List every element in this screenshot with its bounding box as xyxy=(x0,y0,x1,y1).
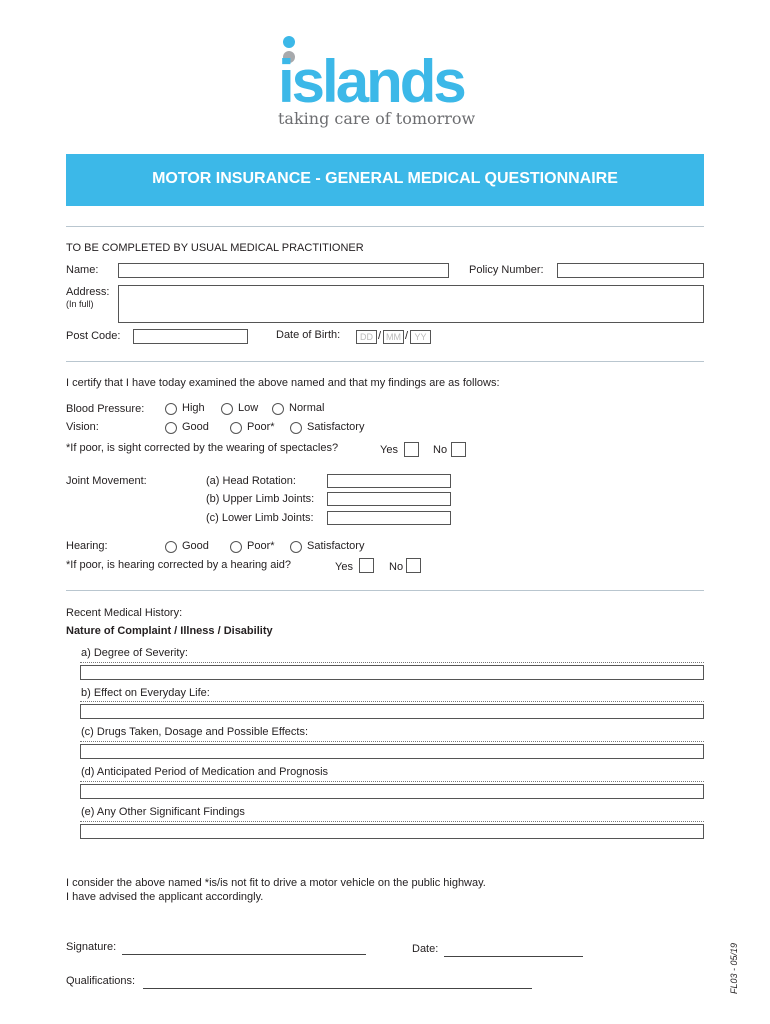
history-subtitle: Nature of Complaint / Illness / Disability xyxy=(66,625,273,637)
brand-tagline: taking care of tomorrow xyxy=(278,109,476,128)
brand-name: islands xyxy=(278,48,464,115)
title-banner xyxy=(66,154,704,206)
hearing-yes-checkbox[interactable] xyxy=(359,558,374,573)
blood-pressure-label: Blood Pressure: xyxy=(66,403,145,415)
form-code: FL03 - 05/19 xyxy=(729,942,739,994)
dotted-rule xyxy=(80,701,704,702)
name-label: Name: xyxy=(66,264,99,276)
date-line[interactable] xyxy=(444,956,583,957)
hearing-aid-question: *If poor, is hearing corrected by a hearing aid? xyxy=(66,559,292,571)
qualifications-line[interactable] xyxy=(143,988,532,989)
vision-satisfactory-label: Satisfactory xyxy=(307,421,365,433)
name-field[interactable] xyxy=(118,263,449,278)
postcode-field[interactable] xyxy=(133,329,248,344)
dotted-rule xyxy=(80,781,704,782)
hearing-label: Hearing: xyxy=(66,540,108,552)
dob-year-field[interactable] xyxy=(410,330,431,344)
brand-logo xyxy=(278,35,493,130)
other-findings-field[interactable] xyxy=(80,824,704,839)
hearing-poor-label: Poor* xyxy=(247,540,275,552)
head-rotation-label: (a) Head Rotation: xyxy=(206,475,296,487)
drugs-label: (c) Drugs Taken, Dosage and Possible Effects: xyxy=(81,726,309,738)
dotted-rule xyxy=(80,821,704,822)
history-title: Recent Medical History: xyxy=(66,607,183,619)
bp-low-radio[interactable] xyxy=(221,403,233,415)
dotted-rule xyxy=(80,741,704,742)
certify-text: I certify that I have today examined the above named and that my findings are as follows: xyxy=(66,377,500,389)
upper-limb-field[interactable] xyxy=(327,492,451,506)
page-title: MOTOR INSURANCE - GENERAL MEDICAL QUESTIONNAIRE xyxy=(152,170,618,187)
vision-label: Vision: xyxy=(66,421,99,433)
vision-good-radio[interactable] xyxy=(165,422,177,434)
signature-label: Signature: xyxy=(66,941,117,953)
spectacles-no-checkbox[interactable] xyxy=(451,442,466,457)
hearing-no-label: No xyxy=(389,561,404,573)
dotted-rule xyxy=(80,662,704,663)
declaration-line-1: I consider the above named *is/is not fit to drive a motor vehicle on the public highway. xyxy=(66,877,486,889)
bp-normal-radio[interactable] xyxy=(272,403,284,415)
other-findings-label: (e) Any Other Significant Findings xyxy=(81,806,245,818)
policy-number-label: Policy Number: xyxy=(469,264,544,276)
qualifications-label: Qualifications: xyxy=(66,975,136,987)
prognosis-field[interactable] xyxy=(80,784,704,799)
address-label: Address: xyxy=(66,286,110,298)
dob-day-field[interactable] xyxy=(356,330,377,344)
dob-separator: / xyxy=(405,330,409,342)
vision-poor-radio[interactable] xyxy=(230,422,242,434)
spectacles-no-label: No xyxy=(433,444,448,456)
everyday-life-label: b) Effect on Everyday Life: xyxy=(81,687,210,699)
vision-satisfactory-radio[interactable] xyxy=(290,422,302,434)
drugs-field[interactable] xyxy=(80,744,704,759)
vision-good-label: Good xyxy=(182,421,209,433)
signature-line[interactable] xyxy=(122,954,366,955)
hearing-satisfactory-radio[interactable] xyxy=(290,541,302,553)
everyday-life-field[interactable] xyxy=(80,704,704,719)
policy-number-field[interactable] xyxy=(557,263,704,278)
severity-field[interactable] xyxy=(80,665,704,680)
dob-day-placeholder: DD xyxy=(360,332,373,342)
hearing-good-label: Good xyxy=(182,540,209,552)
hearing-good-radio[interactable] xyxy=(165,541,177,553)
divider xyxy=(66,361,704,362)
joint-movement-label: Joint Movement: xyxy=(66,475,147,487)
upper-limb-label: (b) Upper Limb Joints: xyxy=(206,493,315,505)
spectacles-yes-checkbox[interactable] xyxy=(404,442,419,457)
spectacles-yes-label: Yes xyxy=(380,444,398,456)
hearing-satisfactory-label: Satisfactory xyxy=(307,540,365,552)
head-rotation-field[interactable] xyxy=(327,474,451,488)
address-field[interactable] xyxy=(118,285,704,323)
address-sublabel: (In full) xyxy=(66,299,94,309)
bp-normal-label: Normal xyxy=(289,402,325,414)
prognosis-label: (d) Anticipated Period of Medication and Prognosis xyxy=(81,766,329,778)
dob-separator: / xyxy=(378,330,382,342)
divider xyxy=(66,590,704,591)
instruction-text: TO BE COMPLETED BY USUAL MEDICAL PRACTITIONER xyxy=(66,242,364,254)
spectacles-question: *If poor, is sight corrected by the wearing of spectacles? xyxy=(66,442,339,454)
hearing-poor-radio[interactable] xyxy=(230,541,242,553)
dob-year-placeholder: YY xyxy=(414,332,427,342)
declaration-line-2: I have advised the applicant accordingly. xyxy=(66,891,264,903)
dob-month-field[interactable] xyxy=(383,330,404,344)
lower-limb-label: (c) Lower Limb Joints: xyxy=(206,512,314,524)
lower-limb-field[interactable] xyxy=(327,511,451,525)
severity-label: a) Degree of Severity: xyxy=(81,647,188,659)
divider xyxy=(66,226,704,227)
hearing-no-checkbox[interactable] xyxy=(406,558,421,573)
hearing-yes-label: Yes xyxy=(335,561,353,573)
dob-month-placeholder: MM xyxy=(386,332,401,342)
bp-low-label: Low xyxy=(238,402,259,414)
vision-poor-label: Poor* xyxy=(247,421,275,433)
bp-high-label: High xyxy=(182,402,205,414)
dob-label: Date of Birth: xyxy=(276,329,341,341)
postcode-label: Post Code: xyxy=(66,330,121,342)
bp-high-radio[interactable] xyxy=(165,403,177,415)
date-label: Date: xyxy=(412,943,439,955)
